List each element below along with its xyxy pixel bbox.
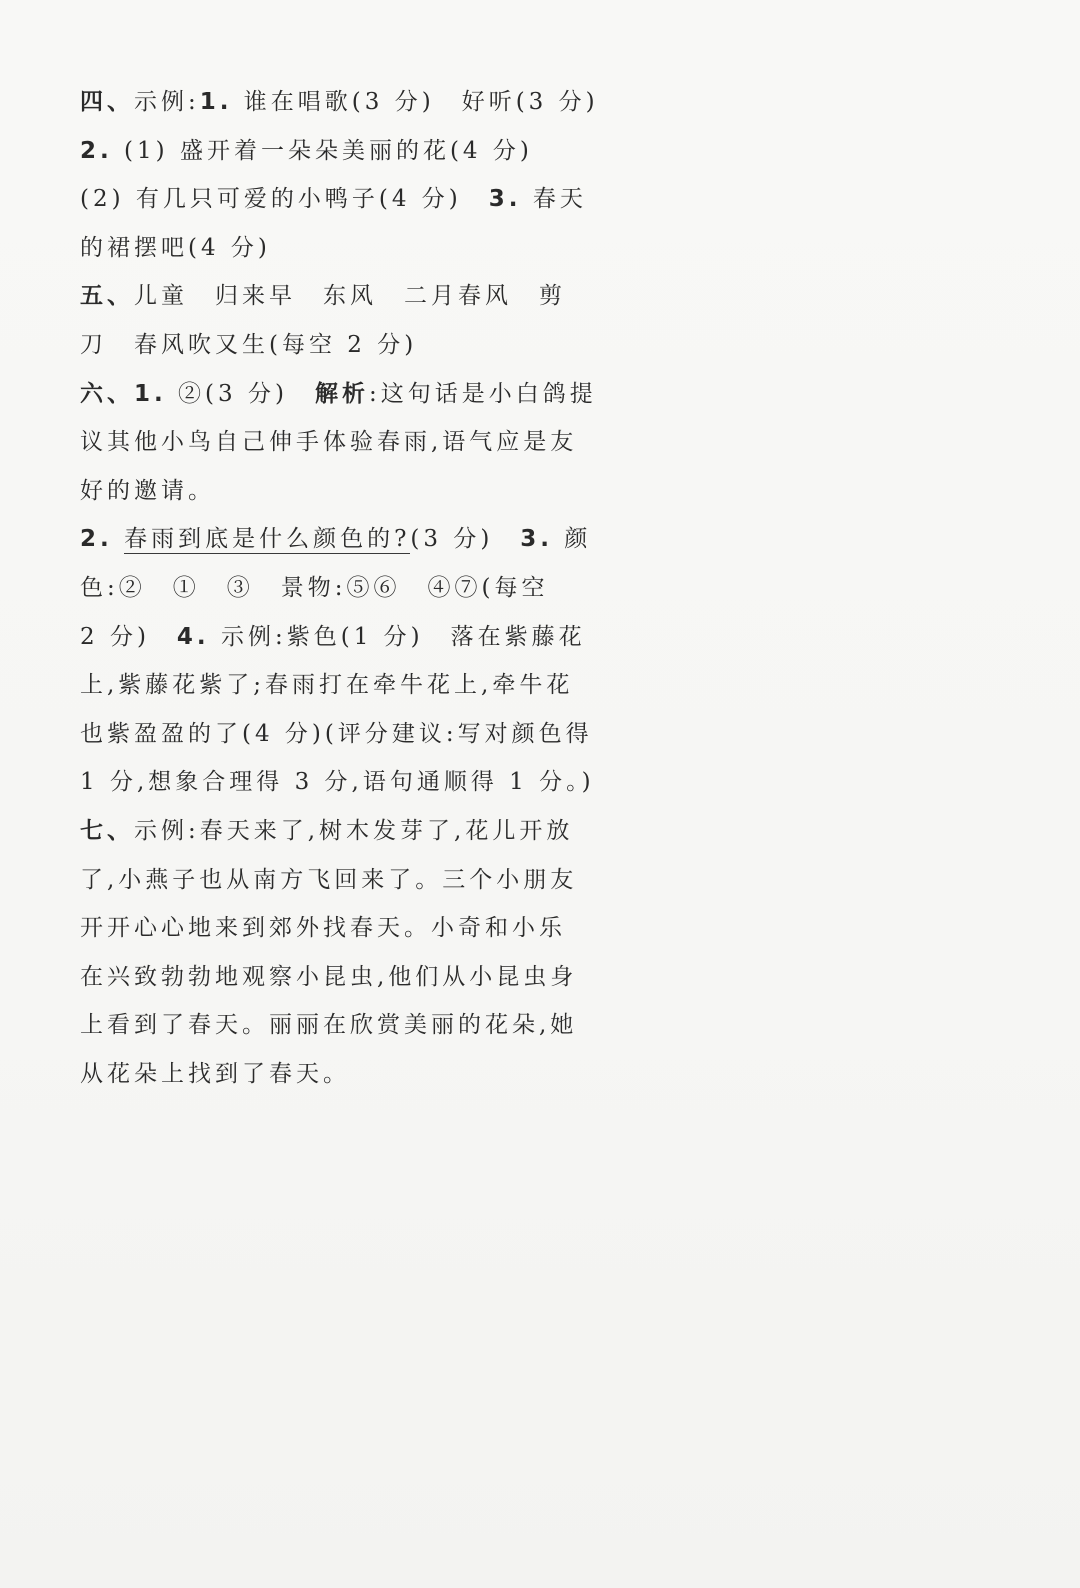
section-six-label: 六、: [80, 380, 134, 407]
line-05: 五、儿童 归来早 东风 二月春风 剪: [80, 283, 566, 310]
line-21: 从花朵上找到了春天。: [80, 1060, 350, 1087]
section-four-label: 四、: [80, 89, 134, 115]
line-10: 2. 春雨到底是什么颜色的?(3 分) 3. 颜: [80, 526, 592, 553]
answer-text: [80, 78, 599, 1098]
underlined-answer: 春雨到底是什么颜色的?: [124, 526, 411, 553]
line-14: 也紫盈盈的了(4 分)(评分建议:写对颜色得: [80, 720, 593, 747]
item-number: 2.: [80, 526, 113, 553]
line-03: (2) 有几只可爱的小鸭子(4 分) 3. 春天: [80, 186, 587, 213]
line-15: 1 分,想象合理得 3 分,语句通顺得 1 分。): [80, 769, 595, 796]
item-number: 4.: [176, 623, 210, 650]
item-number: 2.: [80, 137, 113, 164]
line-08: 议其他小鸟自己伸手体验春雨,语气应是友: [80, 429, 578, 456]
section-seven-label: 七、: [80, 817, 134, 844]
line-20: 上看到了春天。丽丽在欣赏美丽的花朵,她: [80, 1012, 578, 1039]
line-18: 开开心心地来到郊外找春天。小奇和小乐: [80, 915, 566, 942]
line-17: 了,小燕子也从南方飞回来了。三个小朋友: [80, 866, 578, 893]
line-19: 在兴致勃勃地观察小昆虫,他们从小昆虫身: [80, 963, 578, 990]
line-01: 四、示例:1. 谁在唱歌(3 分) 好听(3 分): [80, 89, 599, 115]
item-number: 1.: [134, 380, 167, 407]
line-13: 上,紫藤花紫了;春雨打在牵牛花上,牵牛花: [80, 672, 574, 699]
line-04: 的裙摆吧(4 分): [80, 234, 271, 261]
line-07: 六、1. ②(3 分) 解析:这句话是小白鸽提: [80, 380, 597, 407]
line-06: 刀 春风吹又生(每空 2 分): [80, 331, 418, 358]
line-16: 七、示例:春天来了,树木发芽了,花儿开放: [80, 817, 574, 844]
item-number: 3.: [520, 526, 554, 553]
analysis-label: 解析: [314, 380, 369, 407]
line-02: 2. (1) 盛开着一朵朵美丽的花(4 分): [80, 137, 533, 164]
line-09: 好的邀请。: [80, 477, 215, 504]
section-five-label: 五、: [80, 283, 134, 310]
item-number: 1.: [199, 89, 233, 115]
item-number: 3.: [488, 186, 522, 213]
line-12: 2 分) 4. 示例:紫色(1 分) 落在紫藤花: [80, 623, 586, 650]
line-11: 色:② ① ③ 景物:⑤⑥ ④⑦(每空: [80, 574, 549, 601]
